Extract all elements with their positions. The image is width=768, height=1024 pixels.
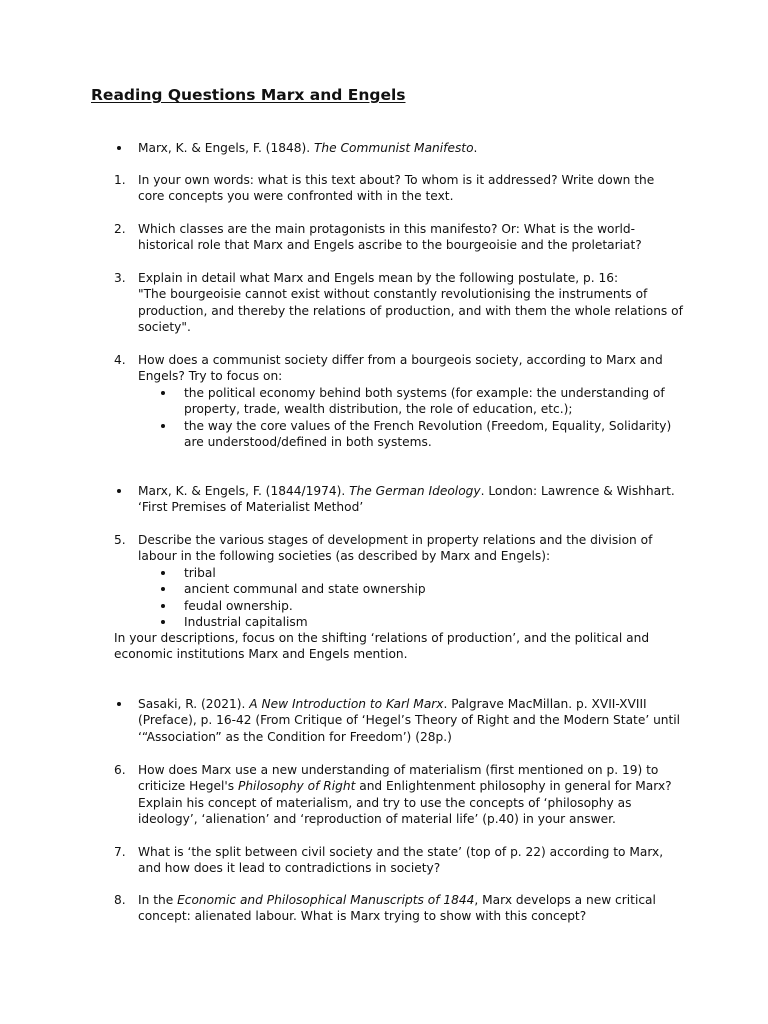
bullet-icon [161, 391, 165, 395]
question-1 [114, 172, 684, 205]
list-item: the political economy behind both systems (for example: the understanding of property, trade, wealth distribution, the role of education, etc.); [138, 385, 684, 418]
question-number: 2. [114, 222, 126, 236]
reference-communist-manifesto: Marx, K. & Engels, F. (1848). The Communist Manifesto. [138, 140, 684, 156]
list-item: Industrial capitalism [138, 614, 684, 630]
reference-german-ideology: Marx, K. & Engels, F. (1844/1974). The German Ideology. London: Lawrence & Wishhart. ‘First Premises of Materialist Method’ [138, 483, 684, 516]
question-number: 4. [114, 353, 126, 367]
question-6: 6. How does Marx use a new understanding of materialism (first mentioned on p. 19) to criticize Hegel's Philosophy of Right and Enlightenment philosophy in general for Marx? Explain his concept of materialism, and try to use the concepts of ‘philosophy as ideology’, ‘alienation’ and ‘reproduction of material life’ (p.40) in your answer. [114, 763, 672, 827]
question-number: 1. [114, 173, 126, 187]
quotation: "The bourgeoisie cannot exist without constantly revolutionising the instruments of production, and thereby the relations of production, and with them the whole relations of society". [138, 287, 683, 335]
question-number: 3. [114, 271, 126, 285]
bullet-icon [161, 571, 165, 575]
question-number: 6. [114, 763, 126, 777]
bullet-icon [161, 424, 165, 428]
list-item: ancient communal and state ownership [138, 581, 684, 597]
bullet-icon [117, 489, 121, 493]
question-3 [114, 270, 684, 336]
list-item: tribal [138, 565, 684, 581]
question-text: How does a communist society differ from a bourgeois society, according to Marx and Engels? Try to focus on: [138, 353, 663, 384]
question-4 [114, 352, 684, 450]
list-item: the way the core values of the French Revolution (Freedom, Equality, Solidarity) are understood/defined in both systems. [138, 418, 684, 451]
question-text: Which classes are the main protagonists in this manifesto? Or: What is the world-historical role that Marx and Engels ascribe to the bourgeoisie and the proletariat? [138, 222, 642, 253]
bullet-icon [161, 604, 165, 608]
question-number: 7. [114, 845, 126, 859]
bullet-icon [161, 620, 165, 624]
list-item: feudal ownership. [138, 598, 684, 614]
question-text: Describe the various stages of development in property relations and the division of labour in the following societies (as described by Marx and Engels): [138, 533, 653, 564]
bullet-icon [117, 146, 121, 150]
bullet-icon [161, 587, 165, 591]
bullet-icon [117, 702, 121, 706]
page-title: Reading Questions Marx and Engels [91, 86, 406, 104]
question-5 [114, 532, 684, 630]
question-text: Explain in detail what Marx and Engels mean by the following postulate, p. 16: [138, 271, 619, 285]
question-7 [114, 844, 684, 877]
question-number: 5. [114, 533, 126, 547]
reference-sasaki: Sasaki, R. (2021). A New Introduction to Karl Marx. Palgrave MacMillan. p. XVII-XVIII (Preface), p. 16-42 (From Critique of ‘Hegel’s Theory of Right and the Modern State’ until ‘“Association” as the Condition for Freedom’) (28p.) [138, 696, 684, 745]
question-8: 8. In the Economic and Philosophical Manuscripts of 1844, Marx develops a new critical concept: alienated labour. What is Marx trying to show with this concept? [114, 893, 656, 924]
question-text: In your own words: what is this text about? To whom is it addressed? Write down the core concepts you were confronted with in the text. [138, 173, 655, 204]
question-5-instruction: In your descriptions, focus on the shifting ‘relations of production’, and the political and economic institutions Marx and Engels mention. [114, 631, 650, 662]
question-number: 8. [114, 893, 126, 907]
question-2 [114, 221, 684, 254]
question-text: What is ‘the split between civil society and the state’ (top of p. 22) according to Marx, and how does it lead to contradictions in society? [138, 845, 664, 876]
